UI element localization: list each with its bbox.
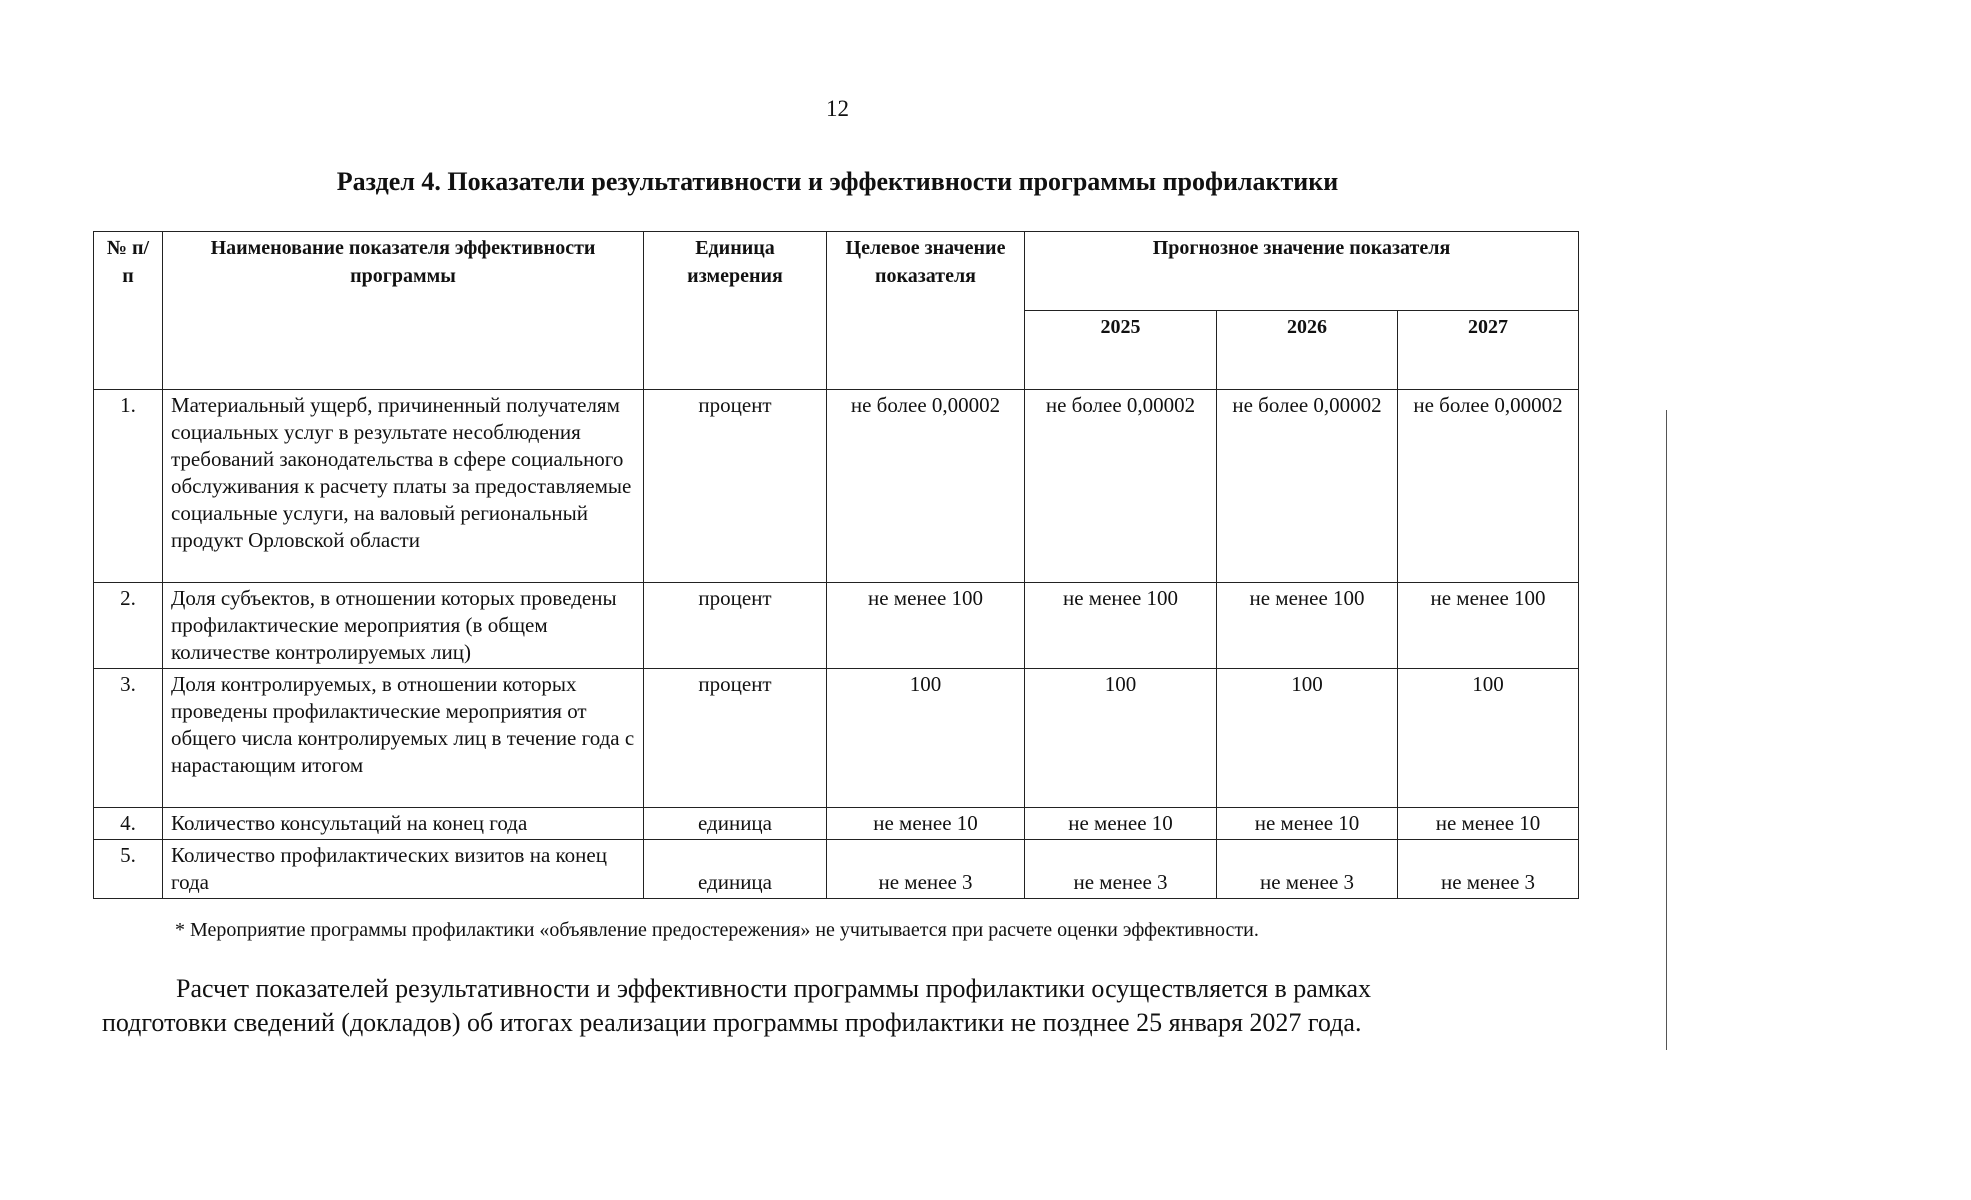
row-2025: не менее 100 [1025,583,1217,669]
row-target: не менее 100 [827,583,1025,669]
table-row [94,669,1579,808]
page-number: 12 [826,96,849,121]
row-2027: не менее 100 [1398,583,1579,669]
row-num: 2. [94,583,163,669]
row-name: Количество консультаций на конец года [163,808,644,840]
table-row [94,840,1579,899]
row-2026: 100 [1217,669,1398,808]
row-2025: не менее 3 [1025,840,1217,899]
row-num: 1. [94,390,163,583]
header-year-2027: 2027 [1398,311,1579,390]
indicators-table [93,231,1579,899]
row-target: не менее 3 [827,840,1025,899]
section-title: Раздел 4. Показатели результативности и эффективности программы профилактики [336,167,1339,196]
row-2027: не более 0,00002 [1398,390,1579,583]
row-2026: не более 0,00002 [1217,390,1398,583]
header-num: № п/п [94,232,163,390]
table-row [94,583,1579,669]
row-unit: процент [644,583,827,669]
row-2027: не менее 10 [1398,808,1579,840]
header-name: Наименование показателя эффективности программы [163,232,644,390]
row-2027: 100 [1398,669,1579,808]
row-2027: не менее 3 [1398,840,1579,899]
row-target: 100 [827,669,1025,808]
table-header-row [94,232,1579,311]
header-unit: Единица измерения [644,232,827,390]
row-num: 4. [94,808,163,840]
row-unit: процент [644,669,827,808]
row-2025: 100 [1025,669,1217,808]
scan-margin-line [1666,410,1667,1050]
row-name: Доля контролируемых, в отношении которых проведены профилактические мероприятия от общего числа контролируемых лиц в течение года с нарастающим итогом [163,669,644,808]
row-target: не более 0,00002 [827,390,1025,583]
row-2026: не менее 100 [1217,583,1398,669]
row-2025: не более 0,00002 [1025,390,1217,583]
header-forecast: Прогнозное значение показателя [1025,232,1579,311]
row-2026: не менее 10 [1217,808,1398,840]
table-row [94,808,1579,840]
header-year-2026: 2026 [1217,311,1398,390]
footnote: * Мероприятие программы профилактики «объявление предостережения» не учитывается при расчете оценки эффективности. [175,919,1259,941]
table-row [94,390,1579,583]
row-unit: процент [644,390,827,583]
closing-paragraph: Расчет показателей результативности и эффективности программы профилактики осуществляется в рамках подготовки сведений (докладов) об итогах реализации программы профилактики не позднее 25 января 2027 года. [102,974,1372,1037]
row-name: Доля субъектов, в отношении которых проведены профилактические мероприятия (в общем количестве контролируемых лиц) [163,583,644,669]
row-name: Материальный ущерб, причиненный получателям социальных услуг в результате несоблюдения требований законодательства в сфере социального обслуживания к расчету платы за предоставляемые социальные услуги, на валовый региональный продукт Орловской области [163,390,644,583]
row-unit: единица [644,840,827,899]
header-target: Целевое значение показателя [827,232,1025,390]
row-2025: не менее 10 [1025,808,1217,840]
row-2026: не менее 3 [1217,840,1398,899]
row-unit: единица [644,808,827,840]
row-num: 3. [94,669,163,808]
row-name: Количество профилактических визитов на конец года [163,840,644,899]
row-num: 5. [94,840,163,899]
row-target: не менее 10 [827,808,1025,840]
header-year-2025: 2025 [1025,311,1217,390]
